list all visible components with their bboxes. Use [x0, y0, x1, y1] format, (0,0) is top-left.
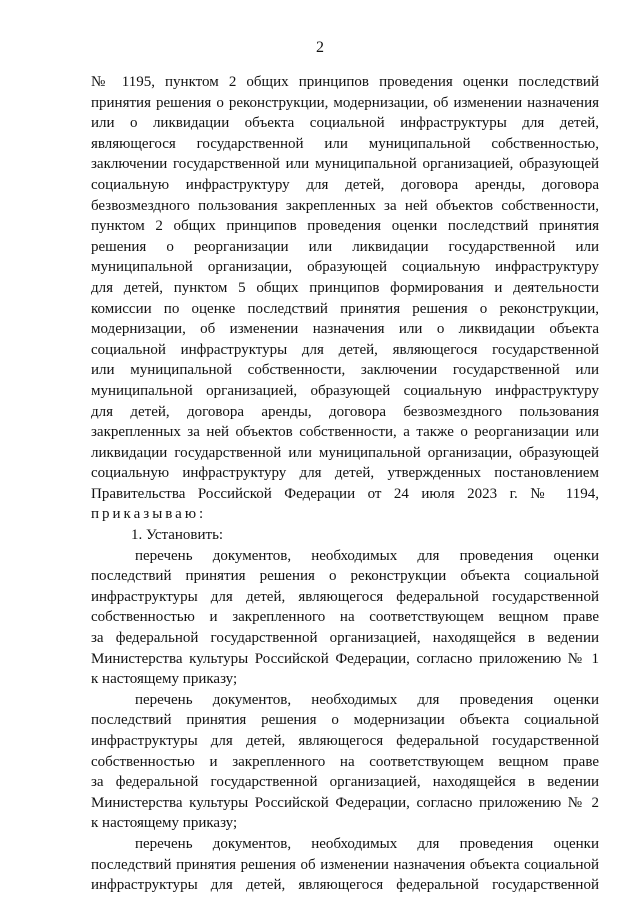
page-number: 2 [316, 39, 324, 56]
text-line: перечень документов, необходимых для проведения оценки [135, 547, 599, 564]
text-line: перечень документов, необходимых для проведения оценки [135, 835, 599, 852]
text-line: последствий принятия решения о модернизации объекта социальной [91, 712, 599, 729]
text-line: модернизации, об изменении назначения или о ликвидации объекта [91, 321, 599, 338]
text-line: последствий принятия решения о реконструкции объекта социальной [91, 568, 599, 585]
text-line: ликвидации государственной или муниципальной организации, образующей [91, 444, 599, 461]
text-line: муниципальной организации, образующей социальную инфраструктуру [91, 259, 599, 276]
text-line: безвозмездного пользования закрепленных за ней объектов собственности, [91, 197, 599, 214]
text-line: за федеральной государственной организацией, находящейся в ведении [91, 774, 599, 791]
text-line: 1. Установить: [131, 527, 224, 544]
text-line: инфраструктуры для детей, являющегося федеральной государственной [91, 588, 599, 605]
text-line: инфраструктуры для детей, являющегося федеральной государственной [91, 733, 599, 749]
text-line: для детей, пунктом 5 общих принципов формирования и деятельности [91, 279, 599, 296]
text-line: закрепленных за ней объектов собственности, а также о реорганизации или [91, 424, 599, 441]
text-line: муниципальной организацией, образующей социальную инфраструктуру [91, 382, 599, 399]
text-line: или муниципальной собственности, заключении государственной или [91, 362, 599, 379]
text-line: социальной инфраструктуры для детей, являющегося государственной [91, 341, 599, 358]
text-line: приказываю: [91, 506, 207, 523]
text-line: или о ликвидации объекта социальной инфраструктуры для детей, [91, 115, 599, 132]
text-line: № 1195, пунктом 2 общих принципов проведения оценки последствий [91, 74, 599, 90]
text-line: принятия решения о реконструкции, модернизации, об изменении назначения [91, 94, 599, 111]
text-line: решения о реорганизации или ликвидации государственной или [91, 238, 599, 255]
text-line: собственностью и закрепленного на соответствующем вещном праве [91, 609, 599, 626]
text-line: пунктом 2 общих принципов проведения оценки последствий принятия [91, 218, 599, 235]
text-line: перечень документов, необходимых для проведения оценки [135, 691, 599, 708]
text-line: собственностью и закрепленного на соответствующем вещном праве [91, 753, 599, 770]
document-body [91, 72, 599, 896]
text-line: Правительства Российской Федерации от 24 июля 2023 г. № 1194, [91, 485, 599, 502]
text-line: комиссии по оценке последствий принятия решения о реконструкции, [91, 300, 599, 317]
text-line: являющегося государственной или муниципальной собственностью, [91, 135, 599, 152]
text-line: последствий принятия решения об изменении назначения объекта социальной [91, 856, 599, 873]
text-line: за федеральной государственной организацией, находящейся в ведении [91, 630, 599, 647]
text-line: Министерства культуры Российской Федерации, согласно приложению № 1 [91, 650, 599, 667]
text-line: социальную инфраструктуру для детей, договора аренды, договора [91, 176, 599, 193]
text-line: к настоящему приказу; [91, 815, 238, 832]
text-line: для детей, договора аренды, договора безвозмездного пользования [91, 403, 599, 420]
text-line: социальную инфраструктуру для детей, утвержденных постановлением [91, 465, 599, 482]
text-line: инфраструктуры для детей, являющегося федеральной государственной [91, 877, 599, 894]
text-line: Министерства культуры Российской Федерации, согласно приложению № 2 [91, 794, 599, 811]
text-line: заключении государственной или муниципальной организацией, образующей [91, 156, 599, 173]
text-line: к настоящему приказу; [91, 671, 238, 688]
